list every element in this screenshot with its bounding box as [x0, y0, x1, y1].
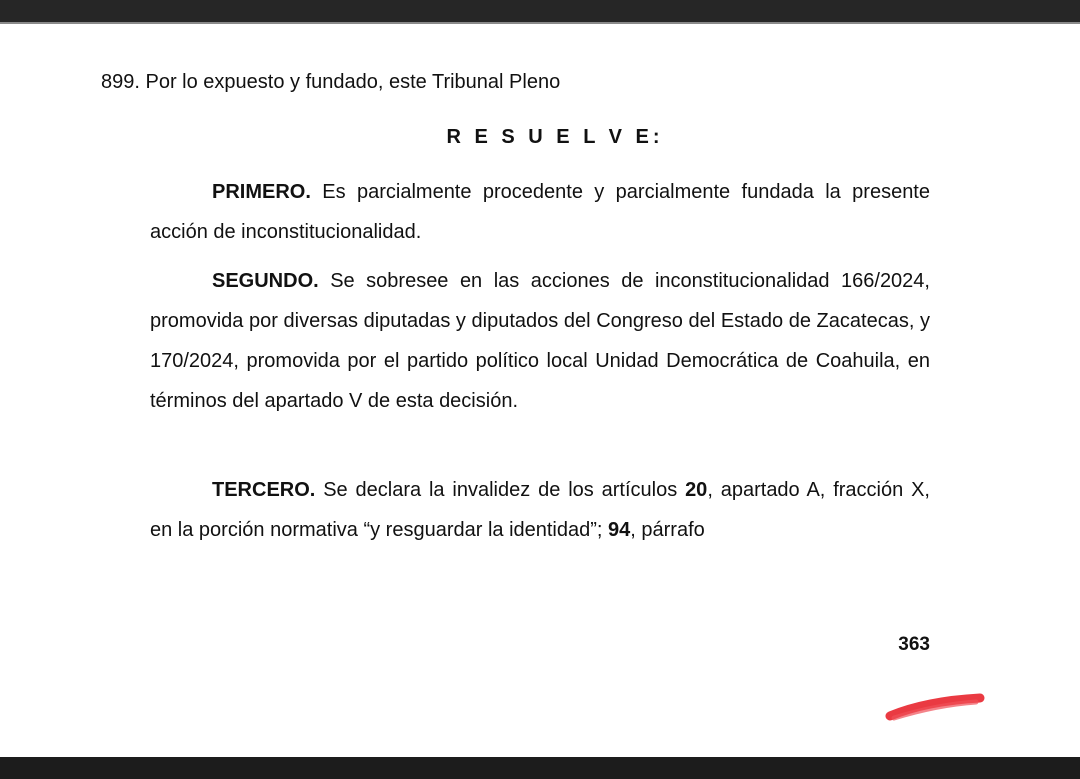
resolutivo-tercero: [150, 470, 930, 550]
resolutivo-text: Se sobresee en las acciones de inconstitucionalidad 166/2024, promovida por diversas diputadas y diputados del Congreso del Estado de Zacatecas, y 170/2024, promovida por el partido político local Unidad Democrática de Coahuila, en términos del apartado V de esta decisión.: [150, 270, 930, 412]
resolutivo-text: Es parcialmente procedente y parcialmente fundada la presente acción de inconstitucionalidad.: [150, 181, 930, 243]
resolutivo-primero: [150, 172, 930, 252]
viewer-bottom-bar: [0, 757, 1080, 779]
red-pen-mark: [884, 688, 988, 728]
resolutivo-segundo: [150, 261, 930, 421]
article-number: 20: [685, 479, 708, 501]
resuelve-heading: R E S U E L V E:: [446, 126, 664, 148]
resolutivo-text: , apartado A, fracción X, en la porción normativa “y resguardar la identidad”;: [150, 479, 930, 541]
article-number: 94: [608, 519, 631, 541]
resolutivo-label: SEGUNDO.: [212, 270, 319, 292]
resolutivo-text: , párrafo: [630, 519, 705, 541]
document-page: [0, 24, 1080, 757]
page-number: 363: [898, 634, 930, 655]
viewer-top-bar: [0, 0, 1080, 24]
resolutivo-label: TERCERO.: [212, 479, 316, 501]
resolutivo-text: Se declara la invalidez de los artículos: [315, 479, 686, 501]
intro-paragraph: 899. Por lo expuesto y fundado, este Tribunal Pleno: [101, 71, 561, 93]
resolutivo-label: PRIMERO.: [212, 181, 311, 203]
